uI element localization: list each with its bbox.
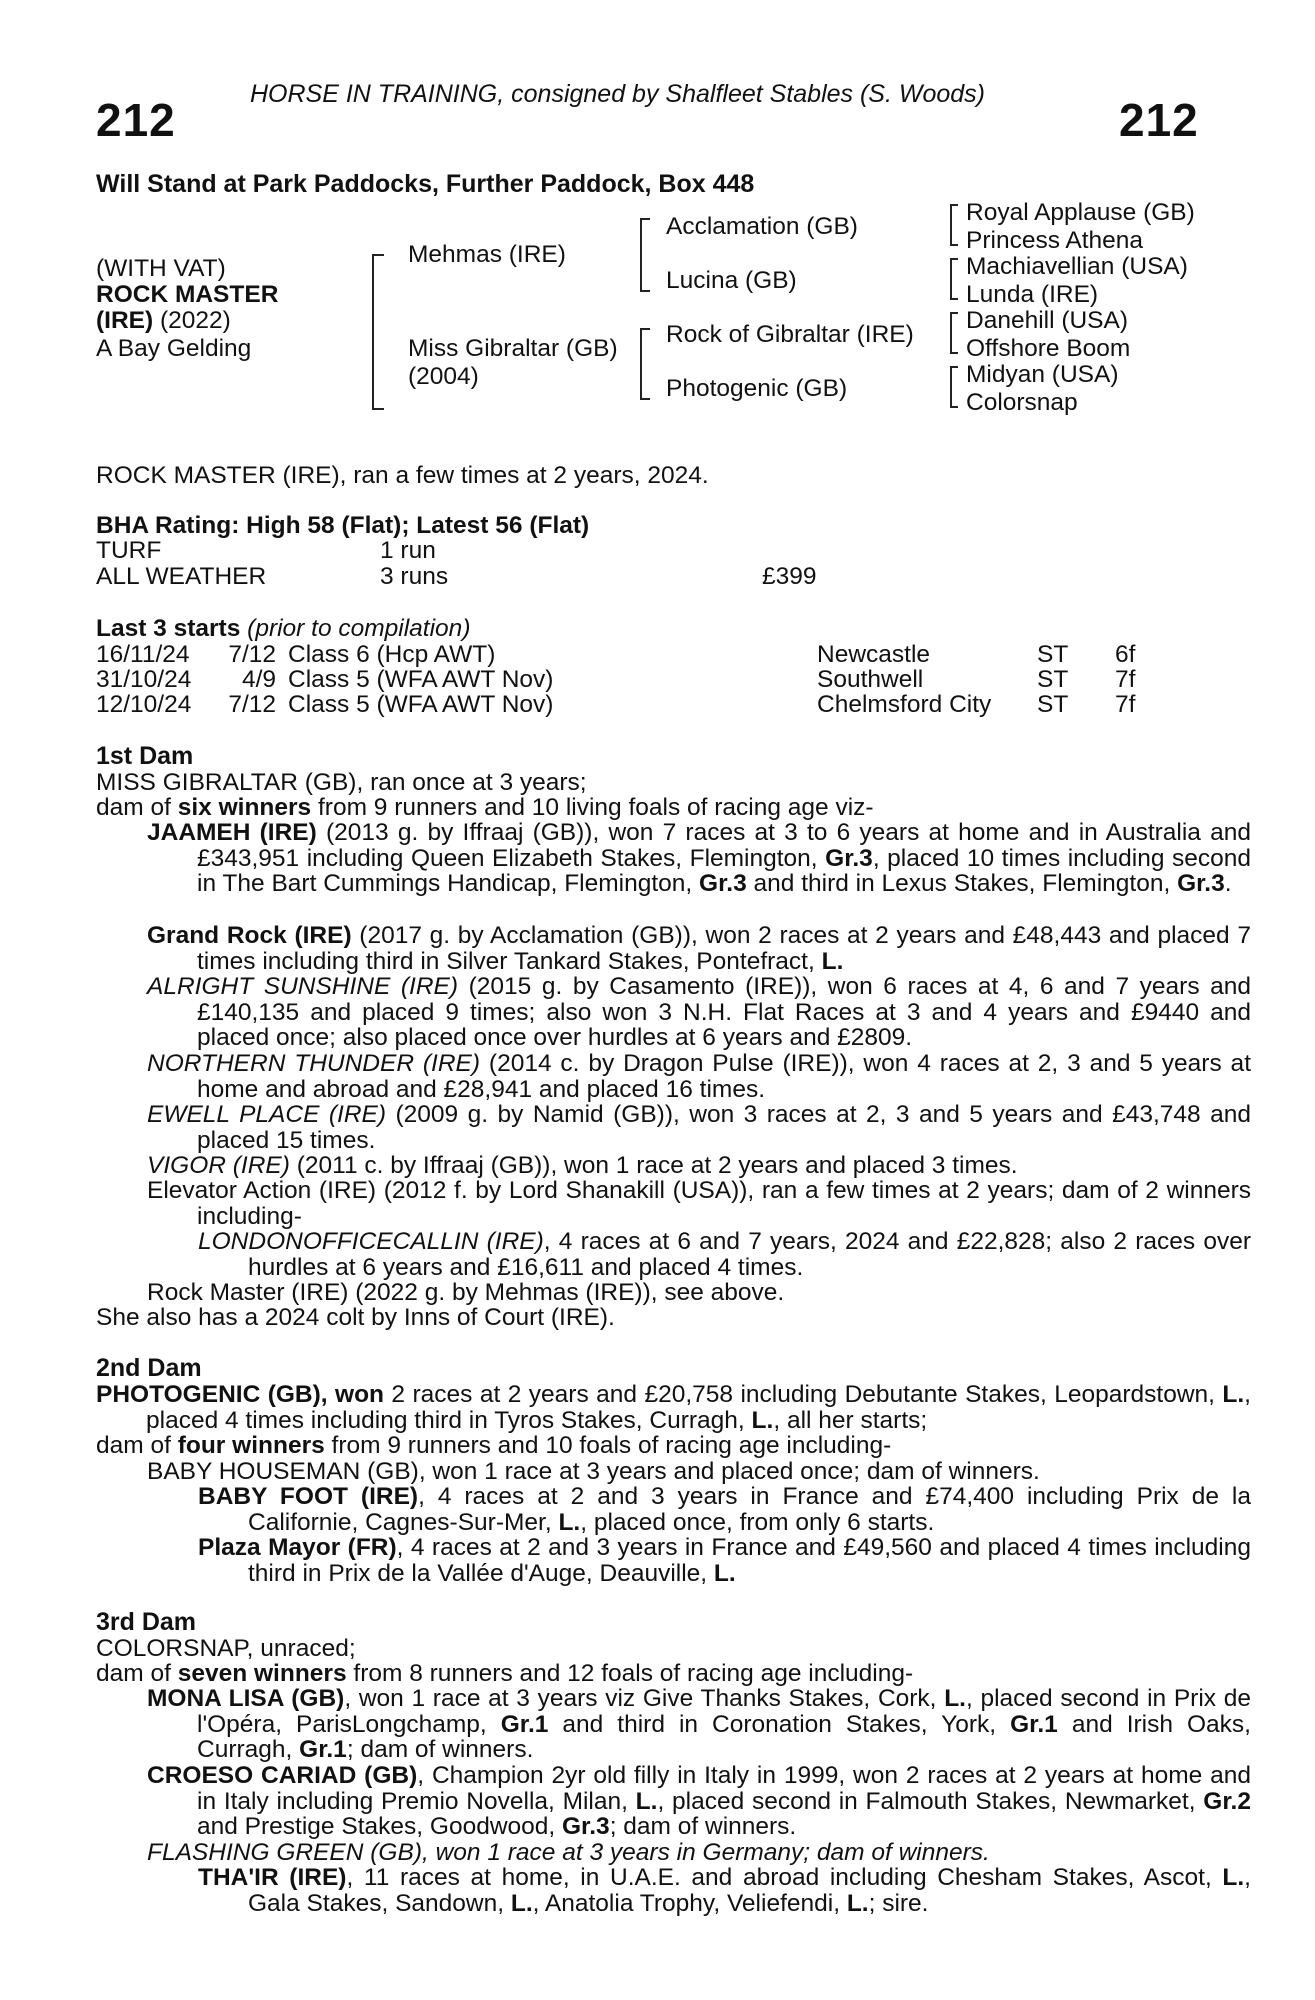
first-dam-note: She also has a 2024 colt by Inns of Court (IRE). (96, 1304, 615, 1331)
stand-location: Will Stand at Park Paddocks, Further Paddock, Box 448 (96, 170, 755, 198)
pedigree-g1: Royal Applause (GB) (966, 199, 1195, 226)
progeny-rock-master: Rock Master (IRE) (2022 g. by Mehmas (IRE)), see above. (147, 1279, 785, 1306)
progeny-croeso-cariad: CROESO CARIAD (GB), Champion 2yr old filly in Italy in 1999, won 2 races at 2 years at home and in Italy including Premio Novella, Milan, L., placed second in Falmouth Stakes, Newmarket, Gr.2 and Prestige Stakes, Goodwood, Gr.3; dam of winners. (147, 1762, 1251, 1841)
last-starts-title: Last 3 starts (prior to compilation) (96, 615, 471, 642)
start-going: ST (1037, 666, 1069, 693)
aw-label: ALL WEATHER (96, 563, 267, 590)
first-dam-title: 1st Dam (96, 742, 194, 770)
progeny-jaameh: JAAMEH (IRE) (2013 g. by Iffraaj (GB)), won 7 races at 3 to 6 years at home and in Australia and £343,951 including Queen Elizabeth Stakes, Flemington, Gr.3, placed 10 times including second in The Bart Cummings Handicap, Flemington, Gr.3 and third in Lexus Stakes, Flemington, Gr.3. (147, 819, 1251, 898)
start-class: Class 6 (Hcp AWT) (288, 641, 496, 668)
third-dam-produce: dam of seven winners from 8 runners and 12 foals of racing age including- (96, 1660, 914, 1687)
progeny-mona-lisa: MONA LISA (GB), won 1 race at 3 years viz Give Thanks Stakes, Cork, L., placed second in Prix de l'Opéra, ParisLongchamp, Gr.1 and third in Coronation Stakes, York, Gr.1 and Irish Oaks, Curragh, Gr.1; dam of winners. (147, 1685, 1251, 1764)
progeny-flashing-green: FLASHING GREEN (GB), won 1 race at 3 years in Germany; dam of winners. (147, 1839, 990, 1866)
brace-g4 (950, 366, 958, 408)
third-dam-title: 3rd Dam (96, 1608, 197, 1636)
start-date: 12/10/24 (96, 691, 192, 718)
grandprogeny-plaza-mayor: Plaza Mayor (FR), 4 races at 2 and 3 years in France and £49,560 and placed 4 times including third in Prix de la Vallée d'Auge, Deauville, L. (198, 1534, 1251, 1587)
start-position: 7/12 (228, 691, 276, 718)
start-distance: 6f (1115, 641, 1136, 668)
brace-main (372, 254, 384, 410)
lot-number-right: 212 (1119, 94, 1199, 146)
start-distance: 7f (1115, 691, 1136, 718)
pedigree-dam-dam: Photogenic (GB) (666, 375, 848, 402)
progeny-northern-thunder: NORTHERN THUNDER (IRE) (2014 c. by Dragon Pulse (IRE)), won 4 races at 2, 3 and 5 years at home and abroad and £28,941 and placed 16 times. (147, 1050, 1251, 1103)
start-course: Southwell (817, 666, 924, 693)
race-summary: ROCK MASTER (IRE), ran a few times at 2 years, 2024. (96, 462, 709, 489)
pedigree-sire-dam: Lucina (GB) (666, 267, 797, 294)
lot-number-left: 212 (96, 94, 176, 146)
vat-note: (WITH VAT) (96, 255, 226, 282)
first-dam-produce: dam of six winners from 9 runners and 10 living foals of racing age viz- (96, 794, 874, 821)
start-class: Class 5 (WFA AWT Nov) (288, 691, 554, 718)
pedigree-dam-sire: Rock of Gibraltar (IRE) (666, 321, 914, 348)
progeny-elevator-action: Elevator Action (IRE) (2012 f. by Lord Shanakill (USA)), ran a few times at 2 years; dam of 2 winners including- (147, 1177, 1251, 1230)
pedigree-dam: Miss Gibraltar (GB) (408, 335, 618, 362)
pedigree-g4: Lunda (IRE) (966, 281, 1099, 308)
start-course: Newcastle (817, 641, 931, 668)
brace-g3 (950, 312, 958, 354)
aw-runs: 3 runs (380, 563, 449, 590)
progeny-grand-rock: Grand Rock (IRE) (2017 g. by Acclamation (GB)), won 2 races at 2 years and £48,443 and placed 7 times including third in Silver Tankard Stakes, Pontefract, L. (147, 922, 1251, 975)
pedigree-g3: Machiavellian (USA) (966, 253, 1188, 280)
horse-description: A Bay Gelding (96, 335, 252, 362)
progeny-vigor: VIGOR (IRE) (2011 c. by Iffraaj (GB)), won 1 race at 2 years and placed 3 times. (147, 1152, 1018, 1179)
pedigree-g8: Colorsnap (966, 389, 1078, 416)
bha-rating: BHA Rating: High 58 (Flat); Latest 56 (Flat) (96, 512, 590, 539)
brace-dam (640, 328, 650, 400)
second-dam-title: 2nd Dam (96, 1354, 202, 1382)
start-position: 7/12 (228, 641, 276, 668)
start-going: ST (1037, 641, 1069, 668)
pedigree-dam-year: (2004) (408, 363, 479, 390)
aw-prize: £399 (762, 563, 817, 590)
progeny-ewell-place: EWELL PLACE (IRE) (2009 g. by Namid (GB)), won 3 races at 2, 3 and 5 years and £43,748 and placed 15 times. (147, 1101, 1251, 1154)
start-date: 16/11/24 (96, 641, 190, 668)
pedigree-g6: Offshore Boom (966, 335, 1131, 362)
second-dam-line: PHOTOGENIC (GB), won 2 races at 2 years and £20,758 including Debutante Stakes, Leopardstown, L., placed 4 times including third in Tyros Stakes, Curragh, L., all her starts; (96, 1381, 1251, 1434)
start-class: Class 5 (WFA AWT Nov) (288, 666, 554, 693)
pedigree-sire-sire: Acclamation (GB) (666, 213, 858, 240)
start-distance: 7f (1115, 666, 1136, 693)
progeny-baby-houseman: BABY HOUSEMAN (GB), won 1 race at 3 years and placed once; dam of winners. (147, 1458, 1040, 1485)
pedigree-g7: Midyan (USA) (966, 361, 1119, 388)
start-position: 4/9 (241, 666, 276, 693)
grandprogeny-londonofficecallin: LONDONOFFICECALLIN (IRE), 4 races at 6 and 7 years, 2024 and £22,828; also 2 races over hurdles at 6 years and £16,611 and placed 4 times. (198, 1228, 1251, 1281)
turf-label: TURF (96, 537, 162, 564)
start-course: Chelmsford City (817, 691, 992, 718)
brace-sire (640, 218, 650, 292)
progeny-alright-sunshine: ALRIGHT SUNSHINE (IRE) (2015 g. by Casamento (IRE)), won 6 races at 4, 6 and 7 years and £140,135 and placed 9 times; also won 3 N.H. Flat Races at 3 and 4 years and £9440 and placed once; also placed once over hurdles at 6 years and £2809. (147, 973, 1252, 1052)
consignment-line: HORSE IN TRAINING, consigned by Shalfleet Stables (S. Woods) (250, 80, 985, 108)
horse-name: ROCK MASTER (96, 281, 279, 308)
second-dam-produce: dam of four winners from 9 runners and 10 foals of racing age including- (96, 1432, 892, 1459)
turf-runs: 1 run (380, 537, 436, 564)
pedigree-sire: Mehmas (IRE) (408, 241, 566, 268)
pedigree-g5: Danehill (USA) (966, 307, 1129, 334)
grandprogeny-baby-foot: BABY FOOT (IRE), 4 races at 2 and 3 years in France and £74,400 including Prix de la Californie, Cagnes-Sur-Mer, L., placed once, from only 6 starts. (198, 1483, 1252, 1536)
start-date: 31/10/24 (96, 666, 192, 693)
brace-g1 (950, 204, 958, 246)
brace-g2 (950, 258, 958, 300)
horse-origin-year: (IRE) (2022) (96, 307, 231, 334)
pedigree-g2: Princess Athena (966, 227, 1144, 254)
grandprogeny-thair: THA'IR (IRE), 11 races at home, in U.A.E. and abroad including Chesham Stakes, Ascot, L., Gala Stakes, Sandown, L., Anatolia Trophy, Veliefendi, L.; sire. (198, 1864, 1251, 1917)
third-dam-line: COLORSNAP, unraced; (96, 1635, 356, 1662)
start-going: ST (1037, 691, 1069, 718)
first-dam-line: MISS GIBRALTAR (GB), ran once at 3 years; (96, 769, 587, 796)
